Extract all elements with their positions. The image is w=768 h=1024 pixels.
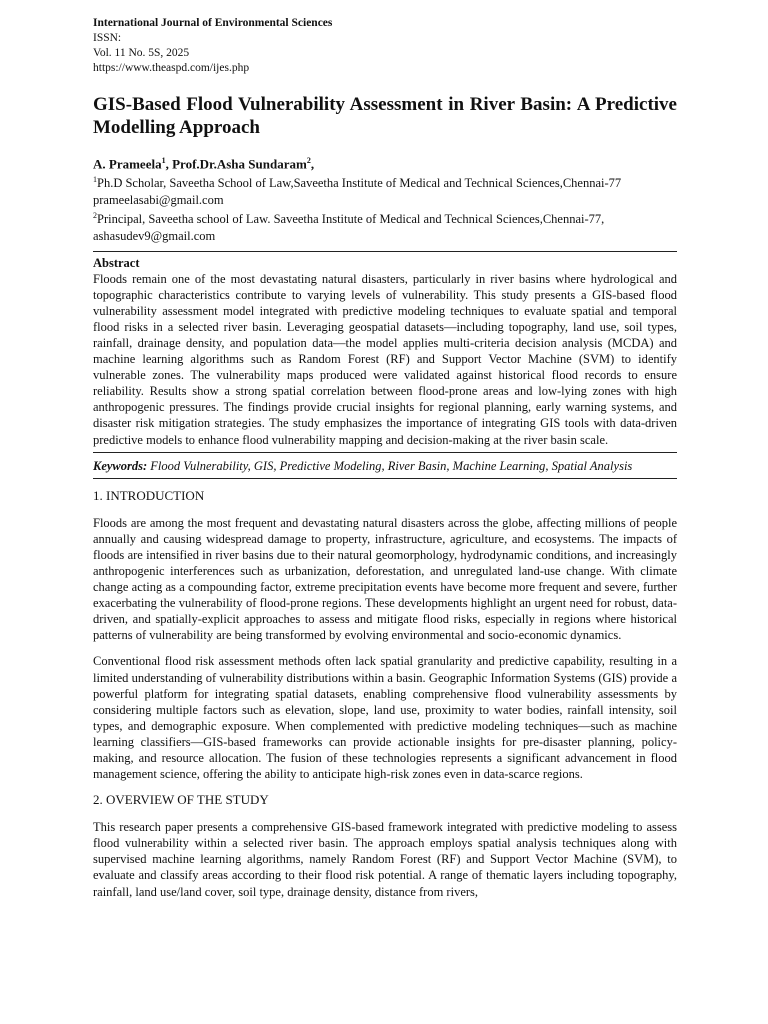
intro-paragraph-2: Conventional flood risk assessment methods often lack spatial granularity and predictive capability, resulting in a limited understanding of vulnerability distributions within a basin. Geographic Information Systems (GIS) provide a powerful platform for integrating spatial datasets, enabling comprehensive flood vulnerability assessments by considering multiple factors such as elevation, slope, land use, proximity to water bodies, rainfall intensity, soil types, and demographic exposure. When complemented with predictive modeling techniques—such as machine learning classifiers—GIS-based frameworks can provide actionable insights for pre-disaster planning, policy-making, and resource allocation. The fusion of these technologies represents a significant advancement in flood management science, offering the ability to anticipate high-risk zones even in data-scarce regions. [93,654,677,782]
author-separator: , [165,156,173,172]
journal-url[interactable]: https://www.theaspd.com/ijes.php [93,62,250,74]
author-1-name: A. Prameela [93,156,162,172]
affiliation-1-text: Ph.D Scholar, Saveetha School of Law,Saveetha Institute of Medical and Technical Sciences,Chennai-77 [97,176,622,191]
author-tail: , [310,156,315,172]
affiliation-1-email[interactable]: prameelasabi@gmail.com [93,192,224,207]
keywords-line [93,458,677,474]
overview-paragraph-1: This research paper presents a comprehensive GIS-based framework integrated with predictive modeling to assess flood vulnerability within a selected river basin. The approach employs spatial analysis techniques along with supervised machine learning algorithms, namely Random Forest (RF) and Support Vector Machine (SVM), to evaluate and classify areas according to their flood risk potential. A range of thematic layers including topography, rainfall, land use/land cover, soil type, drainage density, distance from rivers, [93,820,677,899]
affiliation-2-sup: 2 [93,211,97,221]
section-heading-overview: 2. OVERVIEW OF THE STUDY [93,792,269,808]
keywords-top-rule [93,452,677,453]
abstract-heading: Abstract [93,255,140,270]
author-2-sup: 2 [306,156,311,165]
journal-volume: Vol. 11 No. 5S, 2025 [93,47,190,59]
affiliation-2 [93,208,677,228]
abstract-top-rule [93,251,677,252]
affiliation-2-email[interactable]: ashasudev9@gmail.com [93,229,216,244]
affiliation-1-sup: 1 [93,175,97,185]
keywords-bottom-rule [93,478,677,479]
section-heading-introduction: 1. INTRODUCTION [93,487,205,503]
author-line [93,152,677,172]
journal-issn: ISSN: [93,32,122,44]
journal-name: International Journal of Environmental Sciences [93,17,333,29]
keywords-label: Keywords: [93,458,148,473]
paper-title: GIS-Based Flood Vulnerability Assessment in River Basin: A Predictive Modelling Approach [93,94,677,138]
affiliation-2-text: Principal, Saveetha school of Law. Saveetha Institute of Medical and Technical Sciences,Chennai-77, [97,212,605,227]
affiliation-1 [93,172,677,192]
keywords-text: Flood Vulnerability, GIS, Predictive Modeling, River Basin, Machine Learning, Spatial Analysis [147,458,633,473]
intro-paragraph-1: Floods are among the most frequent and devastating natural disasters across the globe, affecting millions of people annually and causing widespread damage to property, infrastructure, agriculture, and ecosystems. The impacts of floods are intensified in river basins due to their natural geomorphology, hydrodynamic conditions, and increasingly anthropogenic interferences such as urbanization, deforestation, and unregulated land-use change. With climate change acting as a compounding factor, extreme precipitation events have become more frequent and severe, further exacerbating the vulnerability of flood-prone regions. These developments highlight an urgent need for robust, data-driven, and spatially-explicit approaches to assess and mitigate flood risks, especially in regions where historical patterns of vulnerability are being transformed by evolving environmental and socio-economic dynamics. [93,515,677,643]
author-2-name: Prof.Dr.Asha Sundaram [172,156,307,172]
author-1-sup: 1 [161,156,166,165]
paper-page [93,16,677,900]
abstract-text: Floods remain one of the most devastating natural disasters, particularly in river basins where hydrological and topographic characteristics contribute to varying levels of vulnerability. This study presents a GIS-based flood vulnerability assessment model integrated with predictive modeling techniques to evaluate spatial and temporal flood risks in a selected river basin. Leveraging geospatial datasets—including topography, land use, soil types, rainfall, drainage density, and population data—the model applies multi-criteria decision analysis (MCDA) and machine learning algorithms such as Random Forest (RF) and Support Vector Machine (SVM) to identify vulnerable zones. The vulnerability maps produced were validated against historical flood records to ensure reliability. Results show a strong spatial correlation between flood-prone areas and low-lying zones with high anthropogenic pressures. The findings provide crucial insights for regional planning, early warning systems, and disaster risk mitigation strategies. The study emphasizes the importance of integrating GIS tools with data-driven predictive models to enhance flood vulnerability mapping and decision-making at the river basin scale. [93,271,677,447]
